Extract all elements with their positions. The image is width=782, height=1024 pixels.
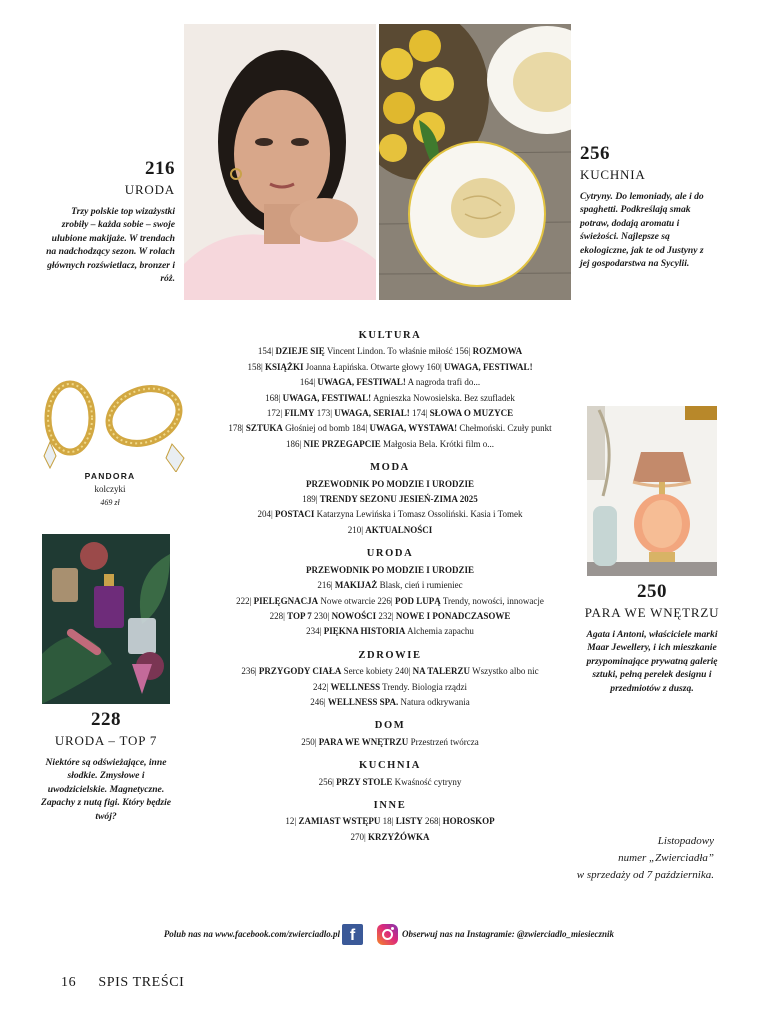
toc-page-number: 204| — [257, 509, 273, 520]
toc-page-number: 164| — [299, 377, 316, 388]
toc-entry[interactable] — [200, 735, 580, 750]
toc-entry[interactable] — [200, 695, 580, 710]
feature-page-number: 216 — [145, 158, 175, 179]
toc-entry-description: Natura odkrywania — [400, 696, 470, 707]
instagram-link[interactable]: Obserwuj nas na Instagramie: @zwierciadlo_miesiecznik — [402, 929, 615, 939]
toc-entry-title: PIĘKNA HISTORIA — [323, 626, 406, 637]
toc-entry-title: PRZEWODNIK PO MODZIE I URODZIE — [305, 478, 475, 489]
toc-page-number: 240| — [395, 666, 411, 677]
toc-page-number: 234| — [306, 626, 322, 637]
toc-page-number: 174| — [412, 408, 428, 419]
toc-page-number: 172| — [266, 408, 283, 419]
toc-entry-title: DZIEJE SIĘ — [275, 346, 325, 357]
product-name: kolczyki — [94, 484, 126, 494]
toc-entry-description: Wszystko albo nic — [472, 666, 539, 677]
toc-page-number: 256| — [318, 776, 334, 787]
toc-entry[interactable] — [200, 594, 580, 609]
toc-page-number: 226| — [377, 595, 393, 606]
toc-page-number: 186| — [285, 438, 302, 449]
toc-page-number: 222| — [236, 595, 252, 606]
facebook-icon[interactable]: f — [342, 924, 363, 945]
page-footer — [61, 975, 184, 991]
toc-entry[interactable] — [200, 406, 580, 421]
toc-entry-title: UWAGA, SERIAL! — [334, 408, 410, 419]
toc-entry-title: FILMY — [284, 408, 315, 419]
toc-entry-title: NIE PRZEGAPCIE — [303, 438, 381, 449]
toc-entry[interactable] — [200, 375, 580, 390]
toc-section-heading: DOM — [374, 720, 406, 732]
toc-section-heading: INNE — [373, 799, 407, 811]
toc-page-number: 173| — [316, 408, 333, 419]
toc-entry-title: UWAGA, FESTIWAL! — [444, 361, 533, 372]
toc-entry-title: NA TALERZU — [412, 666, 471, 677]
toc-entry-title: SŁOWA O MUZYCE — [429, 408, 514, 419]
photo-interior-lamp — [587, 406, 717, 576]
photo-perfumes — [42, 534, 170, 704]
facebook-link[interactable]: Polub nas na www.facebook.com/zwierciadlo.pl — [163, 929, 340, 939]
toc-entry-title: HOROSKOP — [442, 816, 495, 827]
toc-section-heading: URODA — [366, 548, 414, 560]
table-of-contents — [200, 328, 580, 845]
toc-section-heading: KUCHNIA — [359, 760, 421, 772]
toc-page-number: 216| — [317, 580, 333, 591]
toc-entry[interactable] — [200, 477, 580, 492]
toc-section-heading: ZDROWIE — [358, 649, 422, 661]
toc-entry-description: Alchemia zapachu — [407, 626, 474, 637]
toc-entry-title: LISTY — [395, 816, 423, 827]
toc-entry-description: Kwaśność cytryny — [394, 776, 462, 787]
toc-entry-description: Agnieszka Nowosielska. Bez szufladek — [372, 392, 515, 403]
toc-entry-description: Joanna Łapińska. Otwarte głowy — [305, 361, 425, 372]
toc-entry-title: TRENDY SEZONU JESIEŃ-ZIMA 2025 — [319, 494, 478, 505]
toc-page-number: 210| — [347, 524, 364, 535]
toc-page-number: 12| — [285, 816, 297, 827]
toc-page-number: 184| — [351, 423, 368, 434]
feature-top7[interactable] — [40, 709, 172, 823]
toc-entry-description: Trendy, nowości, innowacje — [442, 595, 544, 606]
toc-page-number: 178| — [228, 423, 244, 434]
feature-description: Agata i Antoni, właściciele marki Maar Jewellery, i ich mieszkanie przypominające prywatną galerię sztuki, pełną perełek designu i przedmiotów z duszą. — [586, 629, 718, 694]
page-number: 16 — [61, 975, 77, 990]
toc-page-number: 160| — [426, 361, 442, 372]
toc-page-number: 156| — [455, 346, 471, 357]
toc-entry[interactable] — [200, 360, 580, 375]
toc-page-number: 230| — [314, 610, 330, 621]
toc-entry[interactable] — [200, 391, 580, 406]
feature-kuchnia[interactable] — [580, 143, 710, 270]
toc-entry-title: PRZEWODNIK PO MODZIE I URODZIE — [305, 564, 475, 575]
release-notice-line: numer „Zwierciadła” — [618, 852, 714, 864]
section-title: SPIS TREŚCI — [98, 975, 185, 990]
toc-entry-description: Chełmoński. Czuły punkt — [459, 423, 552, 434]
toc-page-number: 189| — [302, 494, 318, 505]
toc-entry-description: Vincent Lindon. To właśnie miłość — [326, 346, 453, 357]
toc-entry-description: Nowe otwarcie — [320, 595, 376, 606]
feature-section: URODA – TOP 7 — [54, 733, 158, 748]
toc-entry-title: UWAGA, FESTIWAL! — [282, 392, 372, 403]
toc-entry-title: PIELĘGNACJA — [253, 595, 319, 606]
toc-entry[interactable] — [200, 344, 580, 359]
toc-entry-description: Trendy. Biologia rządzi — [382, 681, 467, 692]
feature-section: PARA WE WNĘTRZU — [584, 605, 720, 620]
toc-entry-title: WELLNESS SPA. — [327, 696, 399, 707]
toc-entry-title: TOP 7 — [287, 610, 312, 621]
feature-uroda[interactable] — [45, 158, 175, 285]
toc-entry[interactable] — [200, 814, 580, 829]
feature-section: URODA — [124, 182, 175, 197]
toc-entry-title: PARA WE WNĘTRZU — [318, 736, 409, 747]
toc-page-number: 18| — [382, 816, 394, 827]
toc-entry[interactable] — [200, 523, 580, 538]
toc-page-number: 270| — [350, 831, 366, 842]
toc-entry[interactable] — [200, 421, 580, 436]
toc-entry-title: PRZY STOLE — [336, 776, 393, 787]
photo-earrings — [26, 376, 196, 472]
toc-page-number: 228| — [269, 610, 285, 621]
toc-page-number: 242| — [312, 681, 329, 692]
toc-page-number: 232| — [378, 610, 394, 621]
toc-section-heading: KULTURA — [358, 330, 422, 341]
toc-entry-title: SZTUKA — [245, 423, 283, 434]
toc-section-heading: MODA — [370, 462, 410, 474]
product-brand: PANDORA — [84, 471, 136, 481]
toc-entry-title: ZAMIAST WSTĘPU — [298, 816, 381, 827]
toc-entry-title: KRZYŻÓWKA — [368, 831, 430, 842]
release-notice-line: w sprzedaży od 7 października. — [576, 869, 714, 881]
feature-page-number: 250 — [637, 581, 667, 602]
feature-wnetrze[interactable] — [583, 581, 721, 695]
toc-entry-title: NOWE I PONADCZASOWE — [395, 610, 511, 621]
social-links — [0, 924, 782, 946]
toc-entry-title: MAKIJAŻ — [334, 580, 378, 591]
toc-entry[interactable] — [200, 664, 580, 679]
toc-entry-title: PRZYGODY CIAŁA — [258, 666, 342, 677]
toc-entry[interactable] — [200, 507, 580, 522]
photo-lemons-spaghetti — [379, 24, 571, 300]
toc-entry-description: Blask, cień i rumieniec — [379, 580, 463, 591]
toc-entry[interactable] — [200, 775, 580, 790]
toc-page-number: 268| — [425, 816, 441, 827]
toc-entry[interactable] — [200, 437, 580, 452]
toc-entry-title: NOWOŚCI — [331, 610, 377, 621]
toc-entry[interactable] — [200, 563, 580, 578]
release-notice — [514, 833, 714, 884]
toc-entry-title: POD LUPĄ — [394, 595, 441, 606]
toc-entry-description: A nagroda trafi do... — [407, 377, 481, 388]
toc-entry-description: Głośniej od bomb — [285, 423, 350, 434]
feature-section: KUCHNIA — [580, 167, 646, 182]
toc-entry-description: Małgosia Bela. Krótki film o... — [383, 438, 495, 449]
toc-page-number: 246| — [310, 696, 326, 707]
toc-entry[interactable] — [200, 680, 580, 695]
toc-entry-title: KSIĄŻKI — [265, 361, 304, 372]
feature-description: Trzy polskie top wizażystki zrobiły – każda sobie – swoje ulubione makijaże. W trendach na nadchodzący sezon. W rolach głównych rozświetlacz, bronzer i róż. — [46, 206, 175, 285]
release-notice-line: Listopadowy — [657, 835, 714, 847]
product-caption — [40, 471, 180, 507]
toc-entry-title: POSTACI — [275, 509, 315, 520]
toc-entry-description: Katarzyna Lewińska i Tomasz Ossoliński. Kasia i Tomek — [316, 509, 523, 520]
toc-page-number: 158| — [247, 361, 263, 372]
toc-page-number: 236| — [241, 666, 257, 677]
toc-entry-title: ROZMOWA — [472, 346, 523, 357]
instagram-icon[interactable] — [377, 924, 398, 945]
feature-page-number: 256 — [580, 143, 610, 164]
feature-description: Cytryny. Do lemoniady, ale i do spaghetti. Podkreślają smak potraw, dodają aromatu i świeżości. Najlepsze są ekologiczne, jak te od Justyny z jej gospodarstwa na Sycylii. — [580, 191, 704, 270]
product-price: 469 zł — [100, 498, 120, 507]
toc-page-number: 168| — [265, 392, 281, 403]
toc-entry-title: WELLNESS — [330, 681, 381, 692]
toc-entry[interactable] — [200, 624, 580, 639]
toc-page-number: 154| — [257, 346, 274, 357]
toc-entry-title: UWAGA, FESTIWAL! — [317, 377, 406, 388]
photo-portrait — [184, 24, 376, 300]
toc-entry-title: AKTUALNOŚCI — [365, 524, 433, 535]
toc-entry-title: UWAGA, WYSTAWA! — [369, 423, 458, 434]
toc-entry[interactable] — [200, 609, 580, 624]
toc-entry[interactable] — [200, 578, 580, 593]
feature-description: Niektóre są odświeżające, inne słodkie. Zmysłowe i uwodzicielskie. Magnetyczne. Zapachy z nutą figi. Który będzie twój? — [40, 757, 172, 822]
feature-page-number: 228 — [91, 709, 121, 730]
toc-page-number: 250| — [301, 736, 317, 747]
toc-entry-description: Przestrzeń twórcza — [410, 736, 479, 747]
toc-entry-description: Serce kobiety — [343, 666, 393, 677]
toc-entry[interactable] — [200, 492, 580, 507]
